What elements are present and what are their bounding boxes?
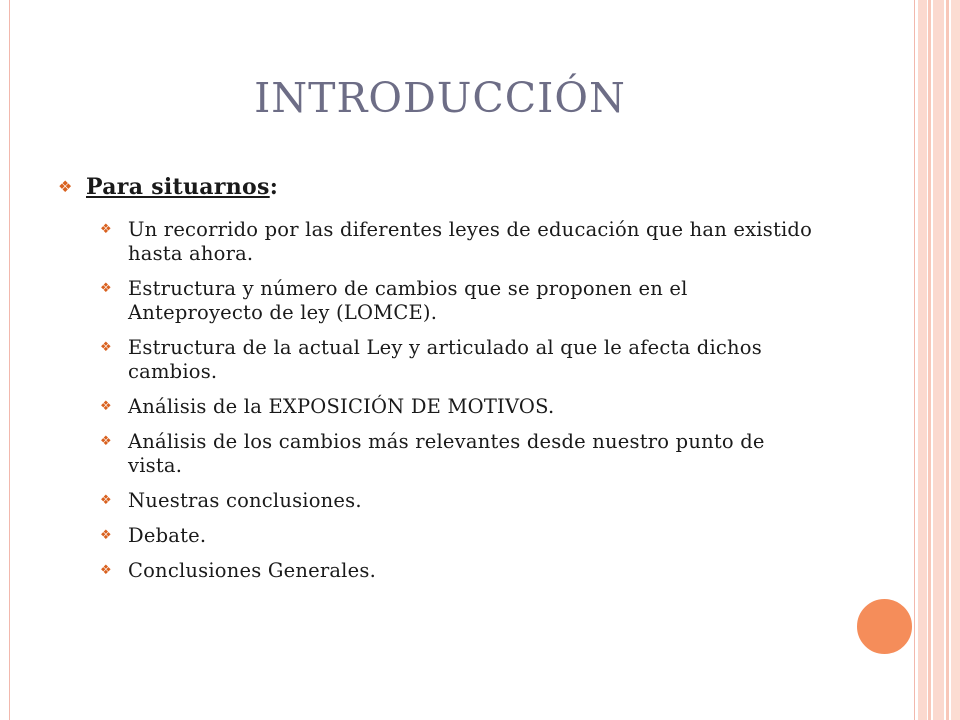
heading-bullet — [58, 170, 818, 204]
list-item-text: Un recorrido por las diferentes leyes de educación que han existido hasta ahora. — [128, 218, 813, 265]
decorative-circle — [855, 597, 914, 656]
list-item-text: Estructura y número de cambios que se proponen en el Anteproyecto de ley (LOMCE). — [128, 277, 688, 324]
list-item — [100, 395, 818, 419]
list-item — [100, 430, 818, 478]
diamond-bullet-icon: ❖ — [58, 177, 73, 196]
list-item — [100, 277, 818, 325]
slide-title: INTRODUCCIÓN — [254, 74, 626, 122]
decorative-stripe — [928, 0, 931, 720]
diamond-bullet-icon: ❖ — [100, 340, 112, 355]
list-item — [100, 559, 818, 583]
diamond-bullet-icon: ❖ — [100, 222, 112, 237]
list-item — [100, 524, 818, 548]
diamond-bullet-icon: ❖ — [100, 563, 112, 578]
decorative-stripe — [946, 0, 949, 720]
diamond-bullet-icon: ❖ — [100, 434, 112, 449]
decorative-stripe — [933, 0, 944, 720]
list-item-text: Análisis de la EXPOSICIÓN DE MOTIVOS. — [128, 395, 555, 418]
list-item-text: Nuestras conclusiones. — [128, 489, 362, 512]
bullet-list — [58, 218, 818, 583]
list-item — [100, 218, 818, 266]
list-item — [100, 489, 818, 513]
diamond-bullet-icon: ❖ — [100, 493, 112, 508]
diamond-bullet-icon: ❖ — [100, 281, 112, 296]
diamond-bullet-icon: ❖ — [100, 399, 112, 414]
heading-text — [86, 170, 278, 204]
list-item — [100, 336, 818, 384]
list-item-text: Debate. — [128, 524, 207, 547]
list-item-text: Conclusiones Generales. — [128, 559, 376, 582]
decorative-stripe — [918, 0, 927, 720]
slide-content — [58, 170, 818, 594]
heading-label: Para situarnos — [86, 174, 270, 200]
list-item-text: Análisis de los cambios más relevantes desde nuestro punto de vista. — [128, 430, 765, 477]
decorative-stripe — [951, 0, 960, 720]
diamond-bullet-icon: ❖ — [100, 528, 112, 543]
list-item-text: Estructura de la actual Ley y articulado al que le afecta dichos cambios. — [128, 336, 762, 383]
heading-colon: : — [269, 174, 279, 200]
